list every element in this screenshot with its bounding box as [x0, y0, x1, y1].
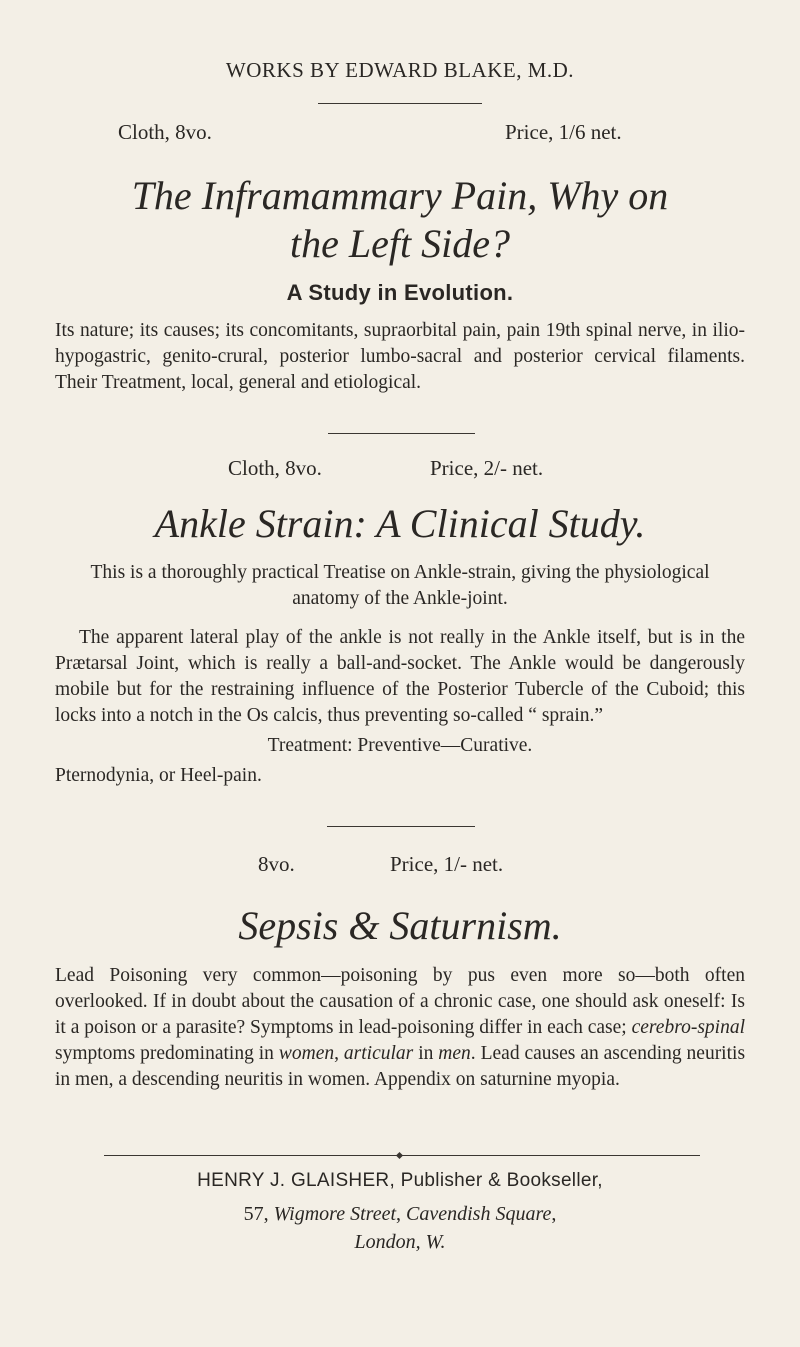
footer-comma: , [551, 1203, 557, 1225]
book1-description: Its nature; its causes; its concomitants, supraorbital pain, pain 19th spinal nerve, in ilio-hypogastric, genito-crural, posterior lumbo-sacral and posterior cervical filaments. Their Treatment, local, general and etiological. [55, 320, 745, 393]
footer-address [0, 1200, 800, 1228]
book1-subtitle: A Study in Evolution. [286, 280, 514, 305]
footer-street: Wigmore Street [273, 1203, 397, 1225]
book2-intro: This is a thoroughly practical Treatise on Ankle-strain, giving the physiological anatomy of the Ankle-joint. [90, 562, 710, 609]
book3-desc-part2: symptoms predominating in [55, 1043, 279, 1064]
footer-number: 57, [243, 1203, 274, 1225]
section-divider-1 [328, 433, 475, 434]
book1-title-line2: the Left Side? [290, 221, 510, 266]
book3-desc-ital4: men [438, 1043, 471, 1064]
book3-price: Price, 1/- net. [390, 852, 504, 876]
footer-rule-ornament [396, 1152, 403, 1159]
book1-price: Price, 1/6 net. [505, 120, 622, 144]
book3-desc-ital2: women [278, 1043, 335, 1064]
book3-format: 8vo. [258, 852, 295, 876]
book1-title-line1: The Inframammary Pain, Why on [131, 173, 669, 218]
book3-description [55, 963, 745, 1093]
footer-publisher: HENRY J. GLAISHER, Publisher & Bookseller, [197, 1170, 603, 1191]
footer-sep: , [396, 1203, 407, 1225]
book3-title: Sepsis & Saturnism. [238, 903, 562, 948]
page-header: WORKS BY EDWARD BLAKE, M.D. [225, 58, 575, 82]
book2-price: Price, 2/- net. [430, 456, 544, 480]
book2-treatment: Treatment: Preventive—Curative. [267, 735, 533, 756]
book2-title: Ankle Strain: A Clinical Study. [154, 501, 646, 546]
book3-desc-part3: , [334, 1043, 344, 1064]
book3-desc-part1: Lead Poisoning very common—poisoning by pus even more so—both often overlooked. If in doubt about the causation of a chronic case, one should ask oneself: Is it a poison or a parasite? Symptoms in lead-poisoning differ in each case; [55, 965, 745, 1038]
section-divider-2 [327, 826, 475, 827]
book1-format: Cloth, 8vo. [118, 120, 212, 144]
book3-desc-ital3: articular [343, 1043, 414, 1064]
book3-desc-ital1: cerebro-spinal [631, 1017, 745, 1038]
header-rule [318, 103, 482, 104]
book3-desc-part4: in [413, 1043, 439, 1064]
footer-square: Cavendish Square [406, 1203, 552, 1225]
footer-city: London, W. [354, 1231, 446, 1253]
book2-body: The apparent lateral play of the ankle is not really in the Ankle itself, but is in the Prætarsal Joint, which is really a ball-and-socket. The Ankle would be dangerously mobile but for the restraining influence of the Posterior Tubercle of the Cuboid; this locks into a notch in the Os calcis, thus preventing so-called “ sprain.” [55, 627, 745, 726]
book2-extra: Pternodynia, or Heel-pain. [55, 765, 262, 786]
book2-format: Cloth, 8vo. [228, 456, 322, 480]
book3-desc-part5: . Lead causes an ascending neuritis in men, a descending neuritis in women. Appendix on saturnine myopia. [55, 1043, 746, 1090]
